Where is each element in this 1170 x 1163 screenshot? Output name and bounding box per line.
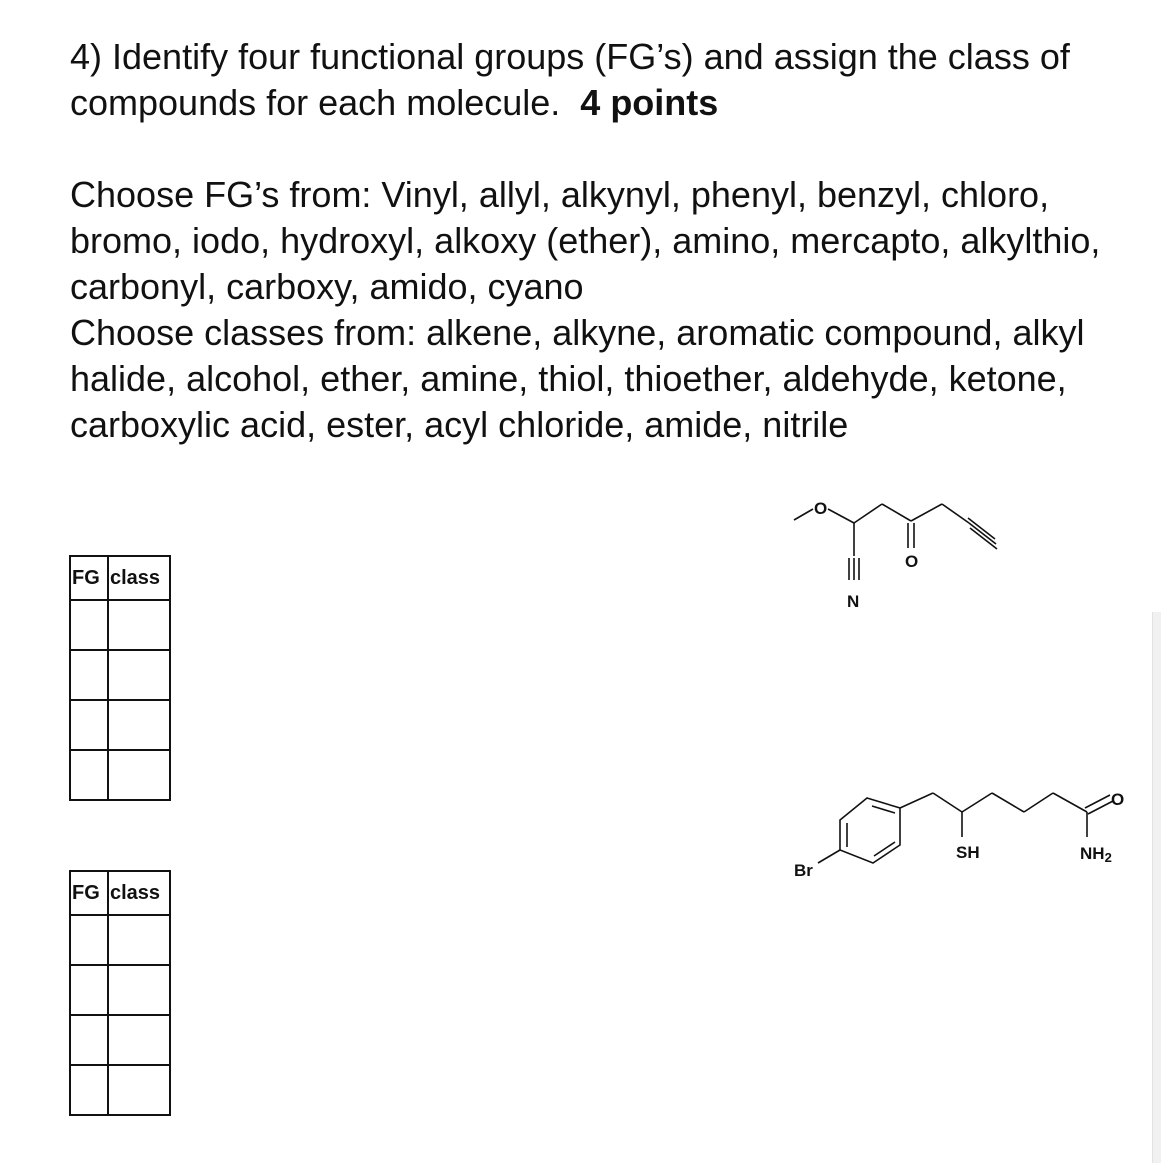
fg-cell[interactable]	[70, 915, 108, 965]
bond-o-ch	[828, 509, 854, 523]
bond-ch2-co	[882, 504, 911, 521]
molecule-2-structure	[785, 775, 1145, 895]
class-choices: Choose classes from: alkene, alkyne, aromatic compound, alkyl halide, alcohol, ether, amine, thiol, thioether, aldehyde, ketone, carboxylic acid, ester, acyl chloride, amide, nitrile	[70, 312, 1085, 445]
fg-cell[interactable]	[70, 650, 108, 700]
answer-table-1	[69, 555, 171, 801]
atom-o-amide: O	[1111, 790, 1125, 809]
header-fg: FG	[70, 871, 108, 915]
bond-ch2-chs	[933, 793, 962, 812]
atom-n-nitrile: N	[847, 592, 860, 611]
question-text	[70, 34, 1150, 126]
amide-co-double-2	[1088, 801, 1113, 814]
class-cell[interactable]	[108, 700, 170, 750]
table-header	[70, 871, 170, 915]
atom-o-carbonyl: O	[905, 552, 919, 571]
table-row	[70, 915, 170, 965]
answer-table-2	[69, 870, 171, 1116]
alkyne-triple-3	[970, 528, 997, 549]
atom-nh2	[1080, 844, 1112, 865]
bond-ring-ch2	[900, 793, 933, 808]
bond-co-ch2	[911, 504, 942, 521]
table-row	[70, 1015, 170, 1065]
header-class: class	[108, 556, 170, 600]
atom-sh: SH	[956, 843, 980, 862]
alkyne-triple-1	[968, 518, 995, 539]
atom-nh: NH	[1080, 844, 1105, 863]
bond-chain-2	[992, 793, 1024, 812]
class-cell[interactable]	[108, 600, 170, 650]
bond-ch-ch2	[854, 504, 882, 523]
scrollbar[interactable]	[1152, 612, 1161, 1163]
amide-co-double-1	[1085, 795, 1110, 808]
atom-nh-subscript: 2	[1104, 850, 1112, 865]
class-cell[interactable]	[108, 1065, 170, 1115]
fg-cell[interactable]	[70, 1015, 108, 1065]
table-row	[70, 1065, 170, 1115]
molecule-1-structure	[780, 490, 1020, 620]
fg-cell[interactable]	[70, 700, 108, 750]
bond-chain-1	[962, 793, 992, 812]
header-class: class	[108, 871, 170, 915]
fg-cell[interactable]	[70, 600, 108, 650]
benzene-ring	[840, 798, 900, 863]
fg-cell[interactable]	[70, 750, 108, 800]
bond-methyl-o	[794, 509, 813, 520]
class-cell[interactable]	[108, 915, 170, 965]
ring-double-3	[874, 842, 895, 856]
class-cell[interactable]	[108, 650, 170, 700]
ring-double-2	[872, 806, 895, 813]
question-prompt: 4) Identify four functional groups (FG’s) and assign the class of compounds for each molecule.	[70, 36, 1070, 123]
fg-cell[interactable]	[70, 965, 108, 1015]
table-row	[70, 650, 170, 700]
atom-o-ether: O	[814, 499, 828, 518]
bond-chain-4	[1053, 793, 1087, 812]
table-row	[70, 750, 170, 800]
table-row	[70, 600, 170, 650]
header-fg: FG	[70, 556, 108, 600]
table-header	[70, 556, 170, 600]
class-cell[interactable]	[108, 965, 170, 1015]
bond-br-ring	[818, 850, 840, 863]
atom-br: Br	[794, 861, 813, 880]
fg-choices: Choose FG’s from: Vinyl, allyl, alkynyl, phenyl, benzyl, chloro, bromo, iodo, hydroxyl, alkoxy (ether), amino, mercapto, alkylthio, carbonyl, carboxy, amido, cyano	[70, 174, 1101, 307]
bond-ch2-alkyne	[942, 504, 969, 523]
instructions	[70, 172, 1160, 448]
fg-cell[interactable]	[70, 1065, 108, 1115]
class-cell[interactable]	[108, 1015, 170, 1065]
table-row	[70, 965, 170, 1015]
table-row	[70, 700, 170, 750]
alkyne-triple-2	[969, 523, 996, 544]
class-cell[interactable]	[108, 750, 170, 800]
question-points: 4 points	[580, 82, 719, 123]
bond-chain-3	[1024, 793, 1053, 812]
